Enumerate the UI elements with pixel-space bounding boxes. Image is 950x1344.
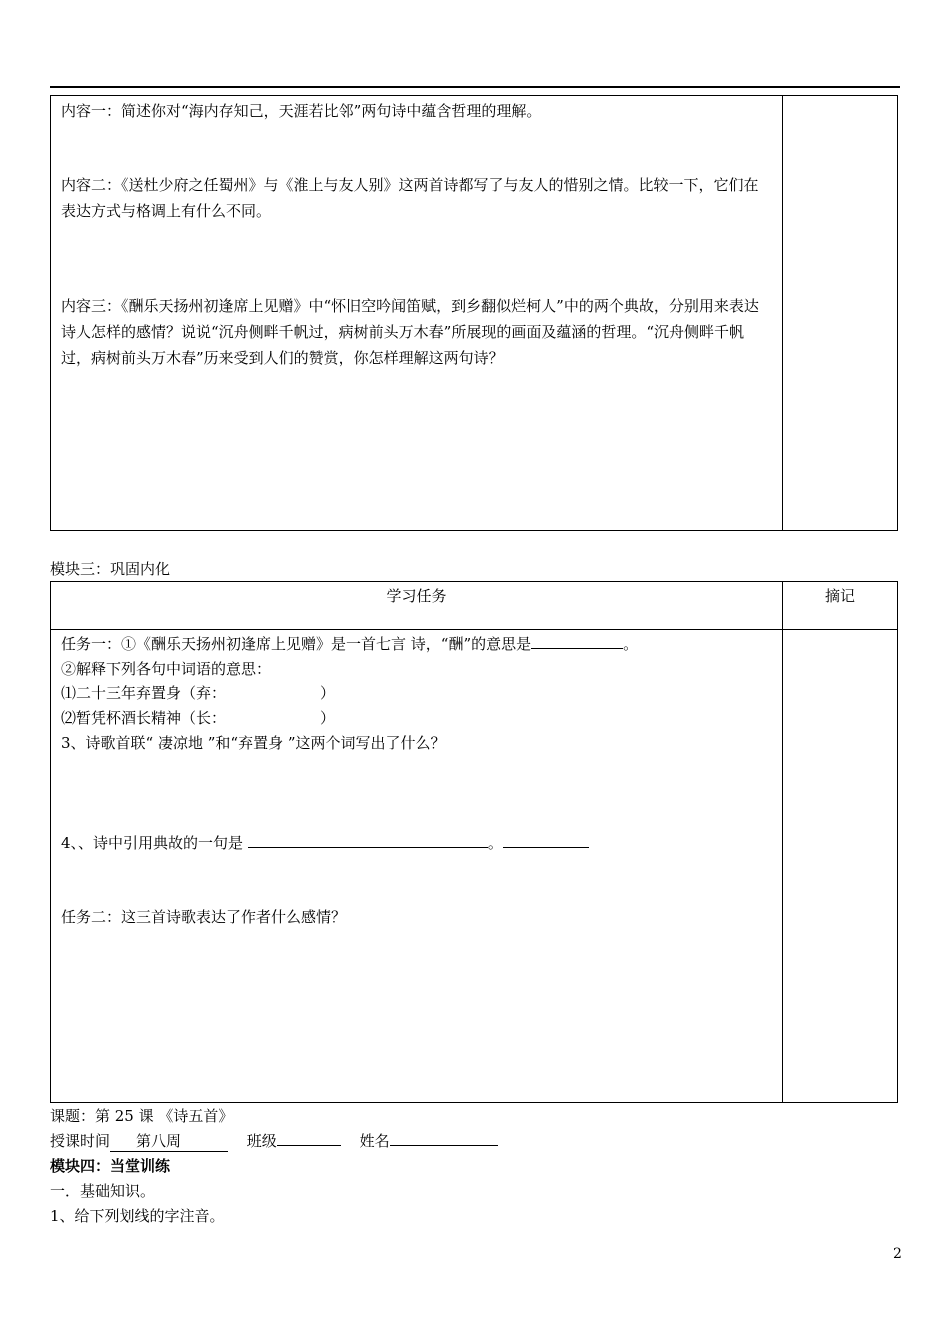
- column-header-task: 学习任务: [386, 587, 447, 605]
- task1-line-a: [61, 633, 638, 655]
- lesson-info: [50, 1130, 498, 1152]
- content-question-3: 内容三：《酬乐天扬州初逢席上见赠》中“怀旧空吟闻笛赋，到乡翻似烂柯人”中的两个典故，分别用来表达诗人怎样的感情？说说“沉舟侧畔千帆过，病树前头万木春”所展现的画面及蕴涵的哲理。“沉舟侧畔千帆过，病树前头万木春”历来受到人们的赞赏，你怎样理解这两句诗？: [61, 297, 759, 367]
- task-table: [50, 581, 898, 1103]
- time-label: 授课时间: [50, 1132, 111, 1150]
- class-field[interactable]: [277, 1131, 341, 1146]
- module4-subheading: 一．基础知识。: [50, 1182, 156, 1200]
- header-row-divider: [51, 629, 897, 630]
- answer-blank[interactable]: [248, 833, 488, 848]
- task1-line-c: [61, 682, 335, 704]
- task1-question: 任务一：①《酬乐天扬州初逢席上见赠》是一首七言 诗，“酬”的意思是: [61, 635, 532, 653]
- content-table: [50, 95, 898, 531]
- module4-instruction: 1、给下列划线的字注音。: [50, 1207, 225, 1225]
- page-number: 2: [893, 1246, 902, 1262]
- task1-line-b: ②解释下列各句中词语的意思：: [61, 660, 272, 678]
- column-header-notes: 摘记: [824, 587, 855, 605]
- module4-title: 模块四：当堂训练: [50, 1157, 171, 1175]
- task1-line-f: [61, 832, 589, 854]
- answer-blank[interactable]: [531, 634, 623, 649]
- task1-allusion-question: 4、、诗中引用典故的一句是: [61, 834, 244, 852]
- name-field[interactable]: [390, 1131, 498, 1146]
- task1-period: 。: [623, 635, 639, 653]
- lesson-title: 课题：第 25 课 《诗五首》: [50, 1107, 234, 1125]
- content-question-1: 内容一：简述你对“海内存知己，天涯若比邻”两句诗中蕴含哲理的理解。: [61, 102, 542, 120]
- task1-item-2: ⑵暂凭杯酒长精神（长：: [61, 709, 227, 727]
- task2-question: 任务二：这三首诗歌表达了作者什么感情？: [61, 908, 347, 926]
- task1-allusion-period: 。: [487, 834, 503, 852]
- class-label: 班级: [246, 1132, 277, 1150]
- task1-line-e: 3、诗歌首联“ 凄凉地 ”和“弃置身 ”这两个词写出了什么？: [61, 734, 446, 752]
- task1-item-2-close: ）: [320, 709, 336, 727]
- module3-title: 模块三：巩固内化: [50, 560, 171, 578]
- name-label: 姓名: [359, 1132, 390, 1150]
- time-value: 第八周: [110, 1131, 228, 1152]
- answer-blank[interactable]: [503, 833, 589, 848]
- notes-column-divider: [782, 96, 783, 530]
- header-rule: [50, 86, 900, 88]
- notes-column-divider: [782, 582, 783, 1102]
- task1-item-1: ⑴二十三年弃置身（弃：: [61, 684, 227, 702]
- content-question-2: 内容二：《送杜少府之任蜀州》与《淮上与友人别》这两首诗都写了与友人的惜别之情。比较一下，它们在表达方式与格调上有什么不同。: [61, 176, 759, 220]
- task1-item-1-close: ）: [320, 684, 336, 702]
- task1-line-d: [61, 707, 335, 729]
